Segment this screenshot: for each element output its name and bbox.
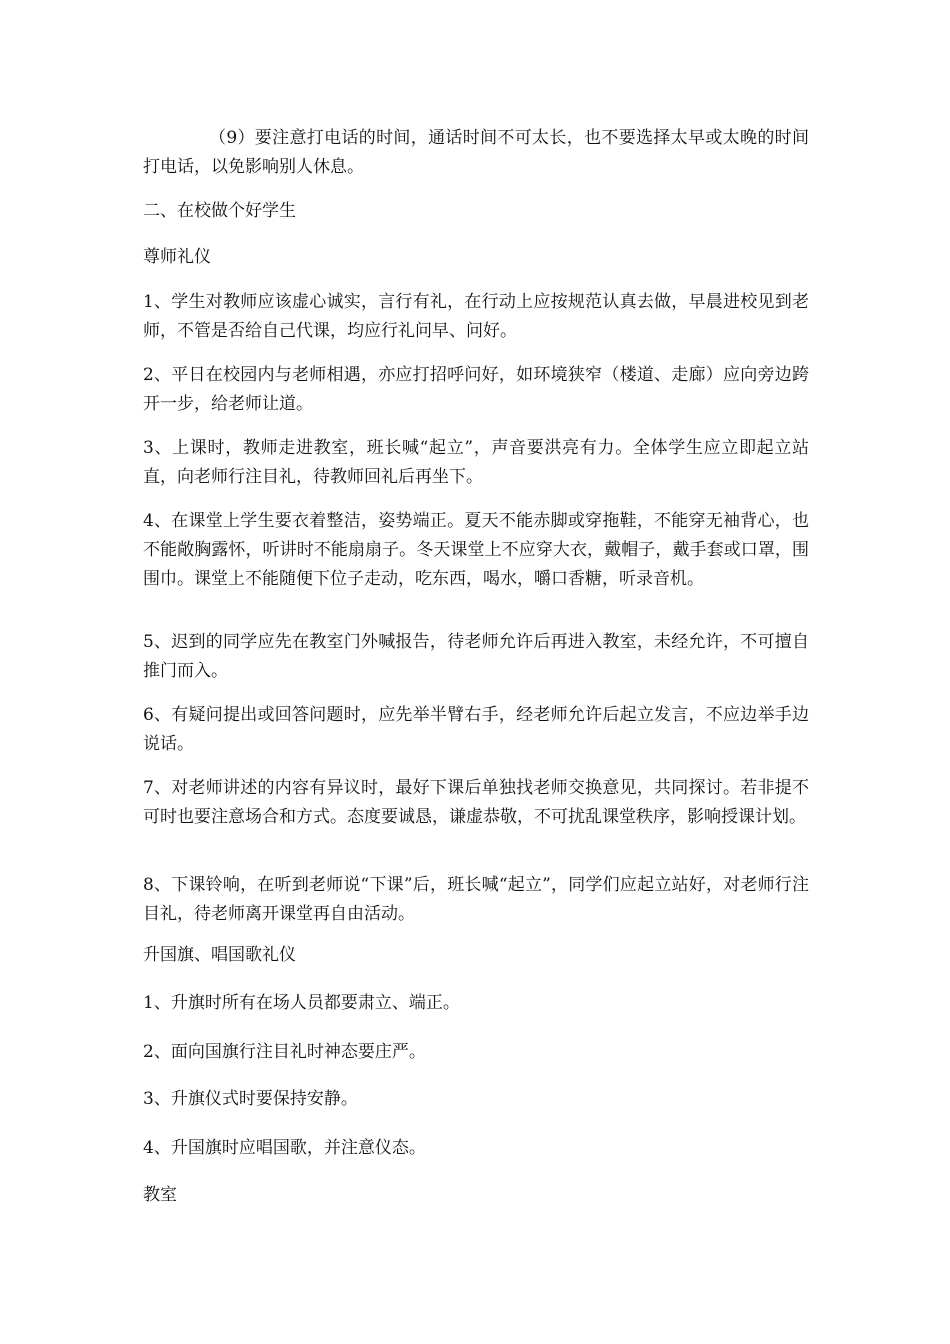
paragraph-item-4: 4、在课堂上学生要衣着整洁，姿势端正。夏天不能赤脚或穿拖鞋，不能穿无袖背心，也不能敞胸露怀，听讲时不能扇扇子。冬天课堂上不应穿大衣，戴帽子，戴手套或口罩，围围巾。课堂上不能随便下位子走动，吃东西，喝水，嚼口香糖，听录音机。	[143, 511, 809, 589]
paragraph-flag-item-2: 2、面向国旗行注目礼时神态要庄严。	[143, 1042, 426, 1062]
section-heading-good-student: 二、在校做个好学生	[143, 201, 296, 221]
paragraph-item-6: 6、有疑问提出或回答问题时，应先举半臂右手，经老师允许后起立发言，不应边举手边说话。	[143, 705, 809, 754]
paragraph-item-1: 1、学生对教师应该虚心诚实，言行有礼，在行动上应按规范认真去做，早晨进校见到老师，不管是否给自己代课，均应行礼问早、问好。	[143, 292, 809, 341]
paragraph-item-8: 8、下课铃响，在听到老师说“下课”后，班长喊“起立”，同学们应起立站好，对老师行注目礼，待老师离开课堂再自由活动。	[143, 875, 809, 924]
subheading-classroom: 教室	[143, 1185, 177, 1205]
paragraph-item-2: 2、平日在校园内与老师相遇，亦应打招呼问好，如环境狭窄（楼道、走廊）应向旁边跨开一步，给老师让道。	[143, 365, 809, 414]
paragraph-flag-item-4: 4、升国旗时应唱国歌，并注意仪态。	[143, 1138, 426, 1158]
subheading-respect-teachers: 尊师礼仪	[143, 247, 211, 267]
paragraph-phone-time: （9）要注意打电话的时间，通话时间不可太长，也不要选择太早或太晚的时间打电话，以免影响别人休息。	[143, 128, 809, 177]
paragraph-item-7: 7、对老师讲述的内容有异议时，最好下课后单独找老师交换意见，共同探讨。若非提不可时也要注意场合和方式。态度要诚恳，谦虚恭敬，不可扰乱课堂秩序，影响授课计划。	[143, 778, 809, 827]
paragraph-flag-item-3: 3、升旗仪式时要保持安静。	[143, 1089, 358, 1109]
subheading-flag-anthem: 升国旗、唱国歌礼仪	[143, 945, 296, 965]
paragraph-item-5: 5、迟到的同学应先在教室门外喊报告，待老师允许后再进入教室，未经允许，不可擅自推门而入。	[143, 632, 809, 681]
paragraph-item-3: 3、上课时，教师走进教室，班长喊“起立”，声音要洪亮有力。全体学生应立即起立站直，向老师行注目礼，待教师回礼后再坐下。	[143, 438, 809, 487]
paragraph-flag-item-1: 1、升旗时所有在场人员都要肃立、端正。	[143, 993, 460, 1013]
